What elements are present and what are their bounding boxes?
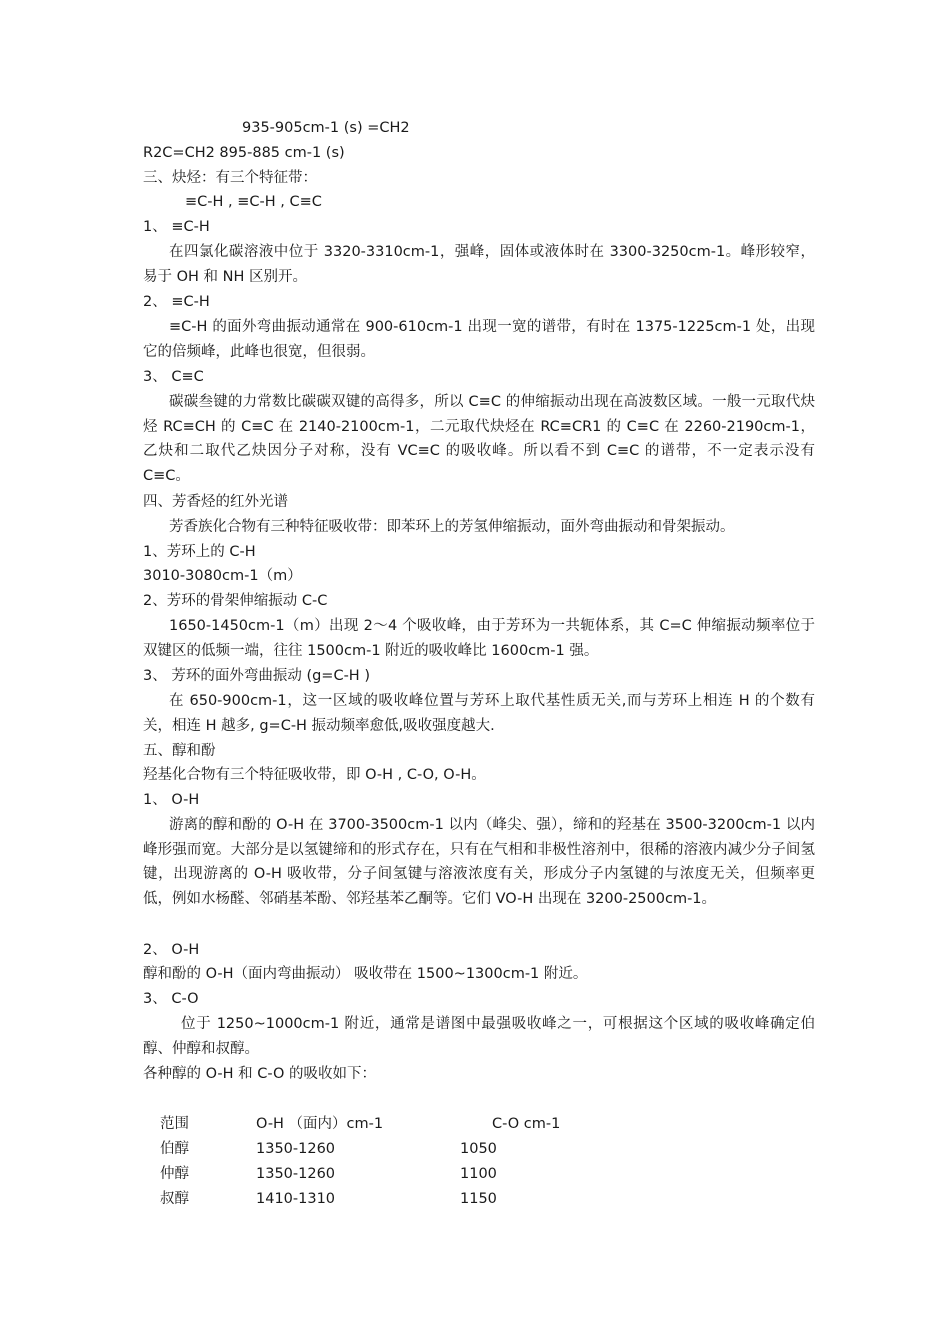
item-heading: 2、 O-H <box>143 942 200 958</box>
paragraph: 游离的醇和酚的 O-H 在 3700-3500cm-1 以内（峰尖、强），缔和的羟基在 3500-3200cm-1 以内峰形强而宽。大部分是以氢键缔和的形式存在，只有在气相和非极性溶剂中，很稀的溶液内减少分子间氢键，出现游离的 O-H 吸收带，分子间氢键与溶液浓度有关，形成分子内氢键的与浓度无关，但频率更低，例如水杨醛、邻硝基苯酚、邻羟基苯乙酮等。它们 VO-H 出现在 3200-2500cm-1。 <box>143 817 815 907</box>
paragraph: 在四氯化碳溶液中位于 3320-3310cm-1，强峰，固体或液体时在 3300-3250cm-1。峰形较窄，易于 OH 和 NH 区别开。 <box>143 244 815 285</box>
text-line: 各种醇的 O-H 和 C-O 的吸收如下： <box>143 1066 377 1082</box>
text-line: 羟基化合物有三个特征吸收带，即 O-H , C-O, O-H。 <box>143 767 486 783</box>
paragraph: ≡C-H 的面外弯曲振动通常在 900-610cm-1 出现一宽的谱带，有时在 1375-1225cm-1 处，出现它的倍频峰，此峰也很宽，但很弱。 <box>143 319 815 360</box>
table-header-cell: O-H （面内）cm-1 <box>256 1116 384 1132</box>
table-cell: 1350-1260 <box>256 1166 336 1182</box>
table-header-cell: 范围 <box>160 1116 189 1132</box>
section-heading: 三、炔烃：有三个特征带： <box>143 170 317 186</box>
item-heading: 1、 ≡C-H <box>143 219 210 235</box>
paragraph: 位于 1250~1000cm-1 附近，通常是谱图中最强吸收峰之一，可根据这个区域的吸收峰确定伯醇、仲醇和叔醇。 <box>143 1016 815 1057</box>
section-heading: 四、芳香烃的红外光谱 <box>143 494 288 510</box>
text-line: R2C=CH2 895-885 cm-1 (s) <box>143 145 345 161</box>
item-heading: 1、芳环上的 C-H <box>143 544 256 560</box>
section-heading: 五、醇和酚 <box>143 743 216 759</box>
item-heading: 2、 ≡C-H <box>143 294 210 310</box>
table-cell: 1100 <box>460 1166 497 1182</box>
paragraph: 碳碳叁键的力常数比碳碳双键的高得多，所以 C≡C 的伸缩振动出现在高波数区域。一般一元取代炔烃 RC≡CH 的 C≡C 在 2140-2100cm-1，二元取代炔烃在 RC≡CR1 的 C≡C 在 2260-2190cm-1，乙炔和二取代乙炔因分子对称，没有 VC≡C 的吸收峰。所以看不到 C≡C 的谱带，不一定表示没有 C≡C。 <box>143 394 815 484</box>
item-heading: 3、 C≡C <box>143 369 204 385</box>
paragraph: 在 650-900cm-1，这一区域的吸收峰位置与芳环上取代基性质无关,而与芳环上相连 H 的个数有关，相连 H 越多, g=C-H 振动频率愈低,吸收强度越大. <box>143 693 815 734</box>
paragraph: 芳香族化合物有三种特征吸收带：即苯环上的芳氢伸缩振动，面外弯曲振动和骨架振动。 <box>169 519 735 535</box>
table-cell: 1050 <box>460 1141 497 1157</box>
text-line: 醇和酚的 O-H（面内弯曲振动） 吸收带在 1500~1300cm-1 附近。 <box>143 966 588 982</box>
table-cell: 1350-1260 <box>256 1141 336 1157</box>
table-cell: 伯醇 <box>160 1141 189 1157</box>
item-heading: 1、 O-H <box>143 792 200 808</box>
table-header-cell: C-O cm-1 <box>492 1116 561 1132</box>
table-cell: 仲醇 <box>160 1166 189 1182</box>
text-line: 3010-3080cm-1（m） <box>143 568 302 584</box>
table-cell: 1150 <box>460 1191 497 1207</box>
text-line: 935-905cm-1 (s) =CH2 <box>242 120 410 136</box>
table-cell: 1410-1310 <box>256 1191 336 1207</box>
text-line: ≡C-H , ≡C-H , C≡C <box>185 194 322 210</box>
item-heading: 3、 芳环的面外弯曲振动 (g=C-H ) <box>143 668 370 684</box>
item-heading: 3、 C-O <box>143 991 199 1007</box>
item-heading: 2、芳环的骨架伸缩振动 C-C <box>143 593 328 609</box>
table-cell: 叔醇 <box>160 1191 189 1207</box>
paragraph: 1650-1450cm-1（m）出现 2～4 个吸收峰，由于芳环为一共轭体系，其 C=C 伸缩振动频率位于双键区的低频一端，往往 1500cm-1 附近的吸收峰比 1600cm-1 强。 <box>143 618 815 659</box>
